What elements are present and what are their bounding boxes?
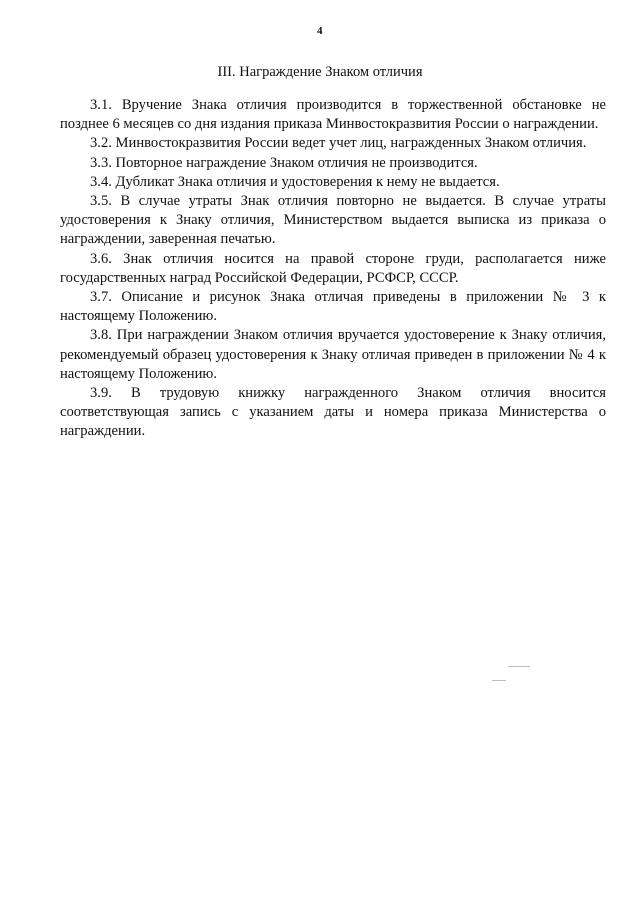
paragraph-3-1: 3.1. Вручение Знака отличия производится в торжественной обстановке не позднее 6 месяцев со дня издания приказа Минвостокразвития России о награждении.: [60, 97, 606, 133]
scan-artifact: [492, 680, 506, 681]
paragraph-3-2: 3.2. Минвостокразвития России ведет учет лиц, награжденных Знаком отличия.: [90, 135, 587, 152]
paragraph-3-4: 3.4. Дубликат Знака отличия и удостоверения к нему не выдается.: [90, 173, 500, 190]
paragraph-3-3: 3.3. Повторное награждение Знаком отличия не производится.: [90, 154, 478, 171]
paragraph-3-5: 3.5. В случае утраты Знак отличия повторно не выдается. В случае утраты удостоверения к Знаку отличия, Министерством выдается выписка из приказа о награждении, заверенная печатью.: [60, 193, 606, 248]
section-title: III. Награждение Знаком отличия: [217, 64, 423, 80]
page-number: 4: [317, 25, 323, 37]
paragraph-3-6: 3.6. Знак отличия носится на правой стороне груди, располагается ниже государственных наград Российской Федерации, РСФСР, СССР.: [60, 250, 606, 286]
scan-artifact: [508, 666, 530, 667]
paragraph-3-9: 3.9. В трудовую книжку награжденного Знаком отличия вносится соответствующая запись с указанием даты и номера приказа Министерства о награждении.: [60, 385, 606, 440]
paragraph-3-7: 3.7. Описание и рисунок Знака отличая приведены в приложении № 3 к настоящему Положению.: [60, 289, 606, 325]
document-body: [60, 96, 606, 442]
paragraph-3-8: 3.8. При награждении Знаком отличия вручается удостоверение к Знаку отличия, рекомендуемый образец удостоверения к Знаку отличая приведен в приложении № 4 к настоящему Положению.: [60, 327, 606, 382]
